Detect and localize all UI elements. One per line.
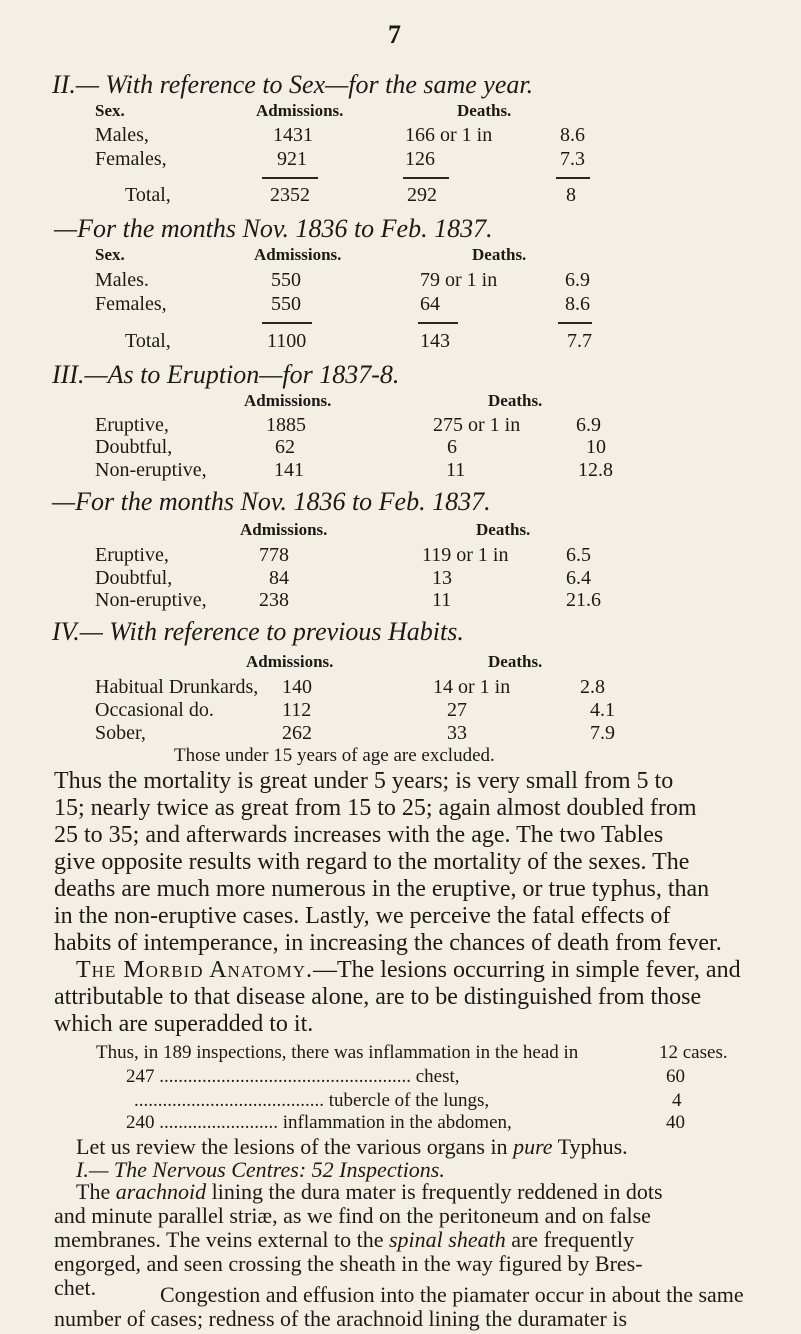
table-row: Doubtful, 84 13 6.4	[95, 567, 591, 589]
paragraph-line: deaths are much more numerous in the eruptive, or true typhus, than	[54, 876, 710, 902]
column-header: Sex.	[95, 101, 125, 120]
table-header	[0, 245, 801, 269]
table-row: Occasional do. 112 27 4.1	[95, 699, 615, 721]
table-row: Sober, 262 33 7.9	[95, 722, 615, 744]
paragraph-line: The arachnoid lining the dura mater is frequently reddened in dots	[76, 1179, 663, 1204]
inspection-count: 12 cases.	[659, 1042, 728, 1063]
paragraph-line: Thus the mortality is great under 5 years; is very small from 5 to	[54, 768, 674, 794]
sum-rule	[558, 322, 592, 324]
table-row: Habitual Drunkards, 140 14 or 1 in 2.8	[95, 676, 605, 698]
table-row: Females, 921 126 7.3	[95, 148, 585, 170]
inspection-line: 247 ..................................................... chest,	[126, 1066, 460, 1087]
table-header	[0, 101, 801, 125]
inspection-count: 60	[666, 1066, 685, 1087]
column-header: Deaths.	[457, 101, 512, 120]
table-row: Males. 550 79 or 1 in 6.9	[95, 269, 590, 291]
table-total-row: Total, 2352 292 8	[125, 184, 576, 206]
column-header: Admissions.	[240, 520, 328, 539]
section-heading-sex	[52, 70, 533, 100]
column-header: Deaths.	[488, 652, 543, 671]
column-header: Admissions.	[254, 245, 342, 264]
table-row: Doubtful, 62 6 10	[95, 436, 606, 458]
column-header: Sex.	[95, 245, 125, 264]
table-row: Males, 1431 166 or 1 in 8.6	[95, 124, 585, 146]
sum-rule	[262, 322, 312, 324]
paragraph-line: engorged, and seen crossing the sheath in the way figured by Bres-	[54, 1251, 643, 1276]
table-row: Non-eruptive, 238 11 21.6	[95, 589, 601, 611]
paragraph-line: The Morbid Anatomy.—The lesions occurring in simple fever, and	[76, 957, 741, 983]
paragraph-line: in the non-eruptive cases. Lastly, we perceive the fatal effects of	[54, 903, 671, 929]
table-row: Females, 550 64 8.6	[95, 293, 590, 315]
paragraph-line: habits of intemperance, in increasing the chances of death from fever.	[54, 930, 722, 956]
table-header	[0, 520, 801, 544]
section-heading-nov-feb: —For the months Nov. 1836 to Feb. 1837.	[52, 487, 491, 516]
inspection-count: 4	[672, 1090, 682, 1111]
paragraph-line: number of cases; redness of the arachnoid lining the duramater is	[54, 1306, 628, 1331]
paragraph-line: attributable to that disease alone, are to be distinguished from those	[54, 984, 702, 1010]
table-header	[0, 391, 801, 415]
sum-rule	[403, 177, 449, 179]
section-heading-text: II.— With reference to Sex—for the same year.	[52, 70, 534, 99]
page-number: 7	[388, 20, 401, 49]
table-footnote: Those under 15 years of age are excluded.	[174, 745, 495, 766]
section-title-morbid-anatomy: The Morbid Anatomy.	[76, 957, 313, 983]
table-total-row: Total, 1100 143 7.7	[125, 330, 592, 352]
paragraph-line: give opposite results with regard to the mortality of the sexes. The	[54, 849, 690, 875]
sum-rule	[556, 177, 590, 179]
paragraph-line: 15; nearly twice as great from 15 to 25; again almost doubled from	[54, 795, 697, 821]
sum-rule	[262, 177, 318, 179]
paragraph-line: chet.	[54, 1275, 97, 1300]
inspection-line: ........................................ tubercle of the lungs,	[134, 1090, 490, 1111]
column-header: Admissions.	[256, 101, 344, 120]
paragraph-line: membranes. The veins external to the spinal sheath are frequently	[54, 1227, 634, 1252]
paragraph-line: and minute parallel striæ, as we find on the peritoneum and on false	[54, 1203, 651, 1228]
section-heading-habits: IV.— With reference to previous Habits.	[52, 617, 464, 646]
inspection-line: 240 ......................... inflammation in the abdomen,	[126, 1112, 512, 1133]
inspection-line: Thus, in 189 inspections, there was inflammation in the head in	[96, 1042, 579, 1063]
subsection-heading: I.— The Nervous Centres: 52 Inspections.	[76, 1157, 445, 1182]
table-header	[0, 652, 801, 676]
paragraph-line: which are superadded to it.	[54, 1011, 314, 1037]
sum-rule	[418, 322, 458, 324]
table-row: Eruptive, 1885 275 or 1 in 6.9	[95, 414, 601, 436]
column-header: Admissions.	[244, 391, 332, 410]
paragraph-line: Congestion and effusion into the piamater occur in about the same	[160, 1282, 744, 1307]
column-header: Deaths.	[488, 391, 543, 410]
section-heading-eruption: III.—As to Eruption—for 1837-8.	[52, 360, 400, 389]
column-header: Deaths.	[476, 520, 531, 539]
paragraph-line: 25 to 35; and afterwards increases with the age. The two Tables	[54, 822, 664, 848]
section-heading-nov-feb: —For the months Nov. 1836 to Feb. 1837.	[54, 214, 493, 243]
paragraph-line: Let us review the lesions of the various organs in pure Typhus.	[76, 1134, 628, 1159]
inspection-count: 40	[666, 1112, 685, 1133]
table-row: Non-eruptive, 141 11 12.8	[95, 459, 613, 481]
column-header: Deaths.	[472, 245, 527, 264]
column-header: Admissions.	[246, 652, 334, 671]
table-row: Eruptive, 778 119 or 1 in 6.5	[95, 544, 591, 566]
